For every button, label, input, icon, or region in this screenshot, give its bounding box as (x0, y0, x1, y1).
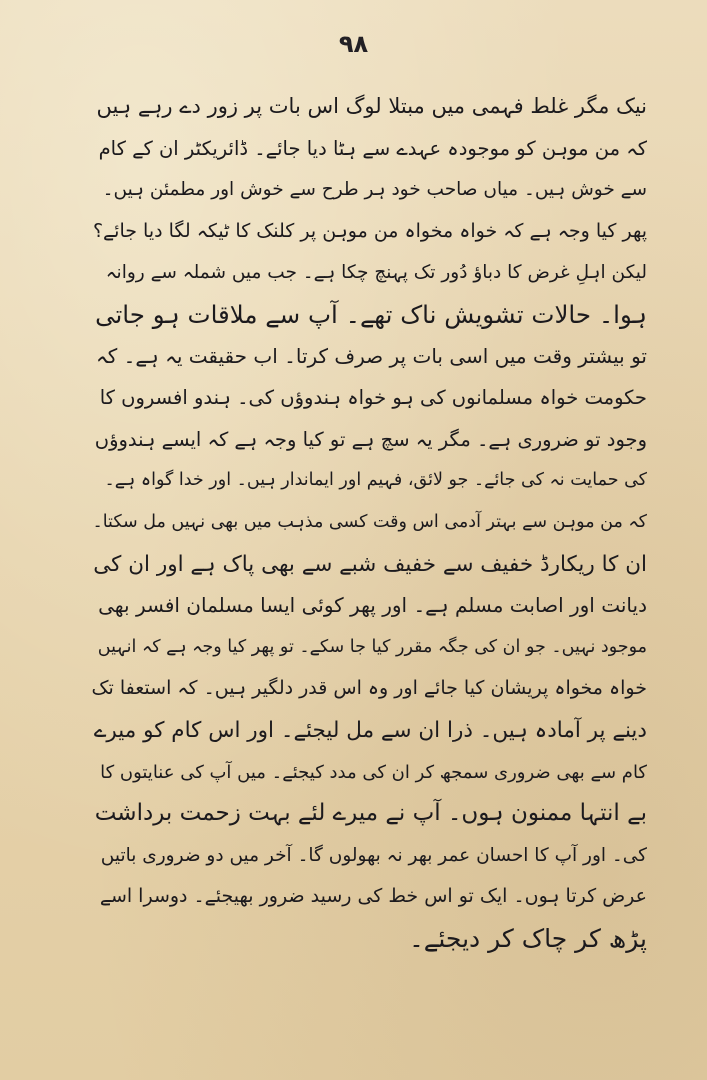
text-line: پڑھ کر چاک کر دیجئے۔ (409, 923, 647, 953)
text-line: کہ من موہن کو موجودہ عہدے سے ہٹا دیا جائے۔ ڈائریکٹر ان کے کام (98, 136, 647, 160)
text-line: عرض کرتا ہوں۔ ایک تو اس خط کی رسید ضرور بھیجئے۔ دوسرا اسے (99, 885, 647, 908)
text-line: لیکن اہلِ غرض کا دباؤ دُور تک پہنچ چکا ہے۔ جب میں شملہ سے روانہ (105, 262, 647, 284)
text-line: سے خوش ہیں۔ میاں صاحب خود ہر طرح سے خوش اور مطمئن ہیں۔ (102, 179, 647, 201)
text-line: دینے پر آمادہ ہیں۔ ذرا ان سے مل لیجئے۔ اور اس کام کو میرے (93, 717, 647, 743)
text-line: حکومت خواہ مسلمانوں کی ہو خواہ ہندوؤں کی۔ ہندو افسروں کا (99, 386, 647, 410)
text-line: وجود تو ضروری ہے۔ مگر یہ سچ ہے تو کیا وجہ ہے کہ ایسے ہندوؤں (94, 427, 647, 451)
text-line: نیک مگر غلط فہمی میں مبتلا لوگ اس بات پر زور دے رہے ہیں (96, 94, 647, 118)
text-line: ہوا۔ حالات تشویش ناک تھے۔ آپ سے ملاقات ہو جاتی (95, 299, 647, 329)
text-line: ان کا ریکارڈ خفیف سے خفیف شبے سے بھی پاک ہے اور ان کی (93, 551, 647, 577)
text-line: بے انتہا ممنون ہوں۔ آپ نے میرے لئے بہت زحمت برداشت (94, 800, 647, 827)
text-line: کی حمایت نہ کی جائے۔ جو لائق، فہیم اور ایماندار ہیں۔ اور خدا گواہ ہے۔ (104, 470, 647, 491)
text-block (92, 86, 647, 959)
text-line: دیانت اور اصابت مسلم ہے۔ اور پھر کوئی ایسا مسلمان افسر بھی (98, 593, 647, 618)
text-line: کہ من موہن سے بہتر آدمی اس وقت کسی مذہب میں بھی نہیں مل سکتا۔ (92, 511, 647, 532)
page-number: ۹۸ (338, 30, 369, 58)
text-line: کام سے بھی ضروری سمجھ کر ان کی مدد کیجئے۔ میں آپ کی عنایتوں کا (100, 761, 647, 783)
text-line: موجود نہیں۔ جو ان کی جگہ مقرر کیا جا سکے۔ تو پھر کیا وجہ ہے کہ انہیں (97, 636, 647, 657)
text-line: پھر کیا وجہ ہے کہ خواہ مخواہ من موہن پر کلنک کا ٹیکہ لگا دیا جائے؟ (92, 219, 647, 242)
text-line: تو بیشتر وقت میں اسی بات پر صرف کرتا۔ اب حقیقت یہ ہے۔ کہ (96, 343, 647, 368)
text-line: خواہ مخواہ پریشان کیا جائے اور وہ اس قدر دلگیر ہیں۔ کہ استعفا تک (92, 677, 647, 700)
text-line: کی۔ اور آپ کا احسان عمر بھر نہ بھولوں گا۔ آخر میں دو ضروری باتیں (100, 844, 647, 866)
